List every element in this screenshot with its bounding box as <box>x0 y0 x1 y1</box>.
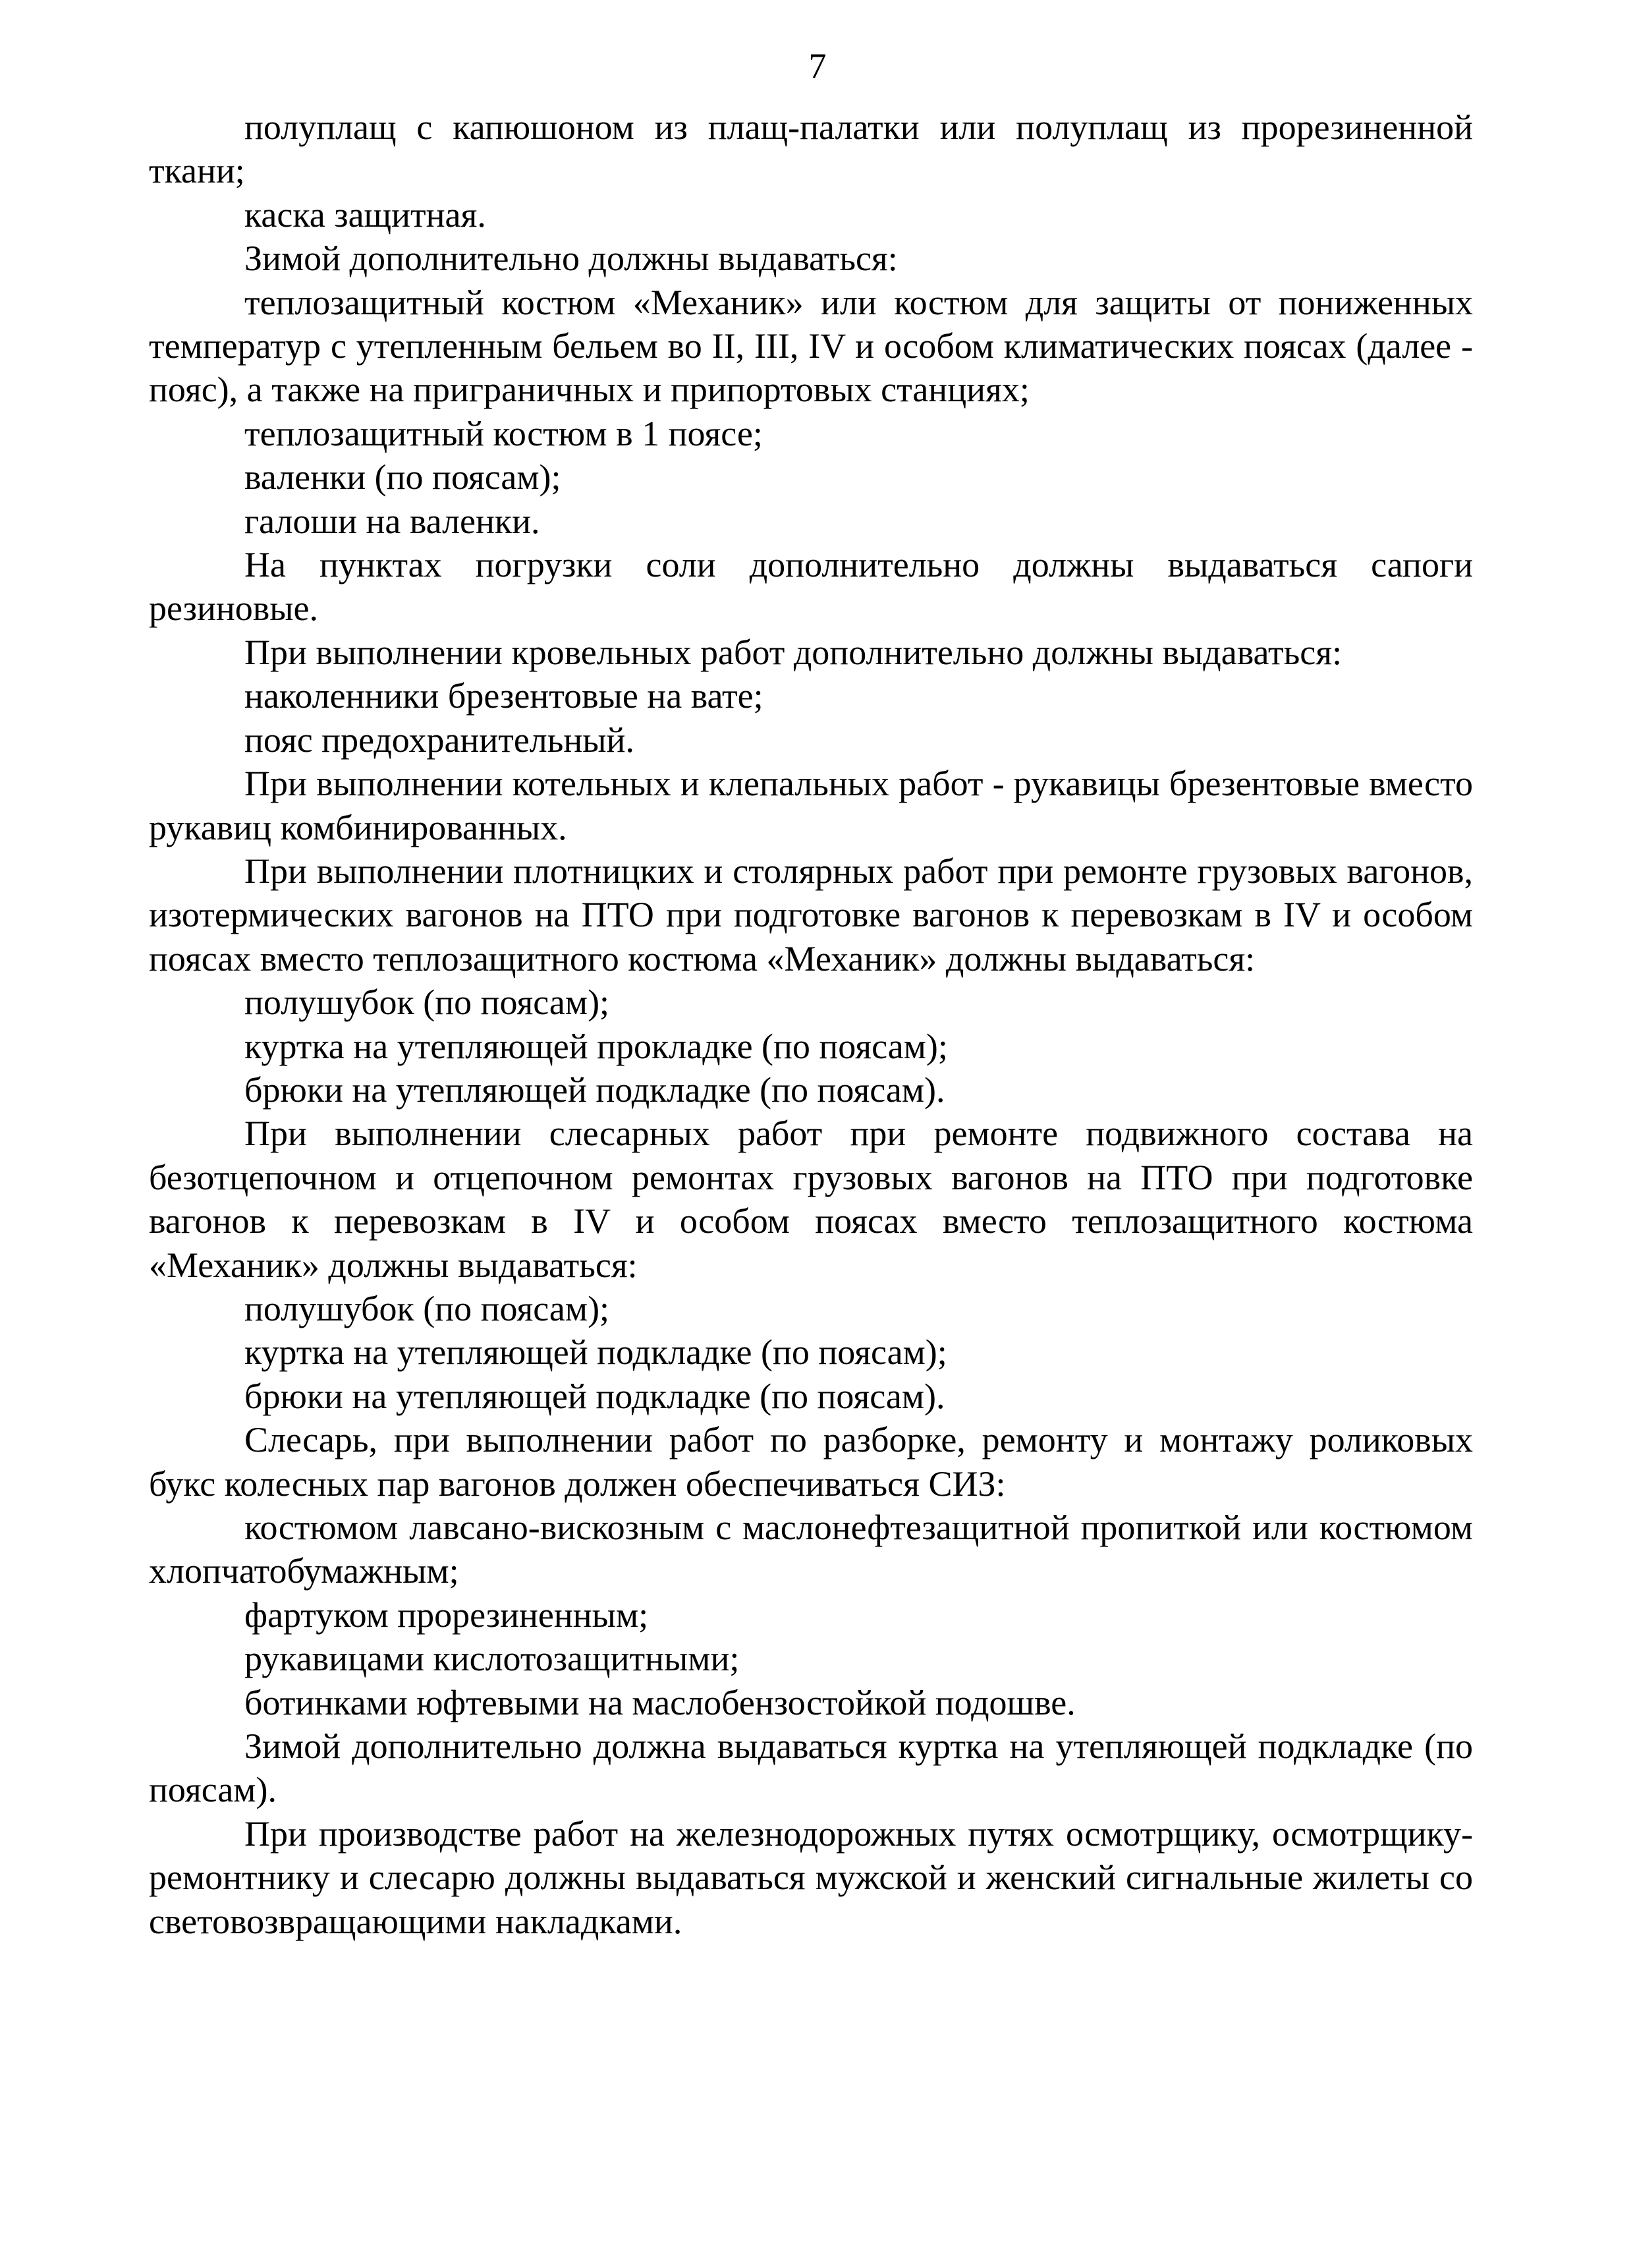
paragraph: наколенники брезентовые на вате; <box>244 676 763 716</box>
paragraph: полушубок (по поясам); <box>244 982 610 1023</box>
paragraph: валенки (по поясам); <box>244 457 561 497</box>
paragraph: полушубок (по поясам); <box>244 1288 610 1328</box>
paragraph: куртка на утепляющей подкладке (по поясам); <box>244 1332 947 1373</box>
paragraph: При выполнении слесарных работ при ремонте подвижного состава на безотцепочном и отцепочном ремонтах грузовых вагонов на ПТО при подготовке вагонов к перевозкам в IV и особом поясах вместо теплозащитного костюма «Механик» должны выдаваться: <box>149 1114 1473 1285</box>
paragraph: теплозащитный костюм в 1 поясе; <box>244 413 763 453</box>
paragraph: куртка на утепляющей прокладке (по поясам); <box>244 1026 948 1066</box>
paragraph: теплозащитный костюм «Механик» или костюм для защиты от пониженных температур с утепленным бельем во II, III, IV и особом климатических поясах (далее - пояс), а также на приграничных и припортовых станциях; <box>149 282 1473 410</box>
paragraph: брюки на утепляющей подкладке (по поясам). <box>244 1069 945 1110</box>
paragraph: При выполнении плотницких и столярных работ при ремонте грузовых вагонов, изотермических вагонов на ПТО при подготовке вагонов к перевозкам в IV и особом поясах вместо теплозащитного костюма «Механик» должны выдаваться: <box>149 851 1473 978</box>
paragraph: брюки на утепляющей подкладке (по поясам). <box>244 1376 945 1416</box>
paragraph: галоши на валенки. <box>244 501 540 541</box>
paragraph: рукавицами кислотозащитными; <box>244 1639 740 1679</box>
page-number: 7 <box>808 46 827 86</box>
paragraph: костюмом лавсано-вискозным с маслонефтезащитной пропиткой или костюмом хлопчатобумажным; <box>149 1508 1473 1591</box>
paragraph: При выполнении котельных и клепальных работ - рукавицы брезентовые вместо рукавиц комбинированных. <box>149 764 1473 847</box>
paragraph: пояс предохранительный. <box>244 720 634 760</box>
paragraph: При выполнении кровельных работ дополнительно должны выдаваться: <box>244 632 1343 672</box>
paragraph: Зимой дополнительно должна выдаваться куртка на утепляющей подкладке (по поясам). <box>149 1726 1473 1810</box>
paragraph: ботинками юфтевыми на маслобензостойкой подошве. <box>244 1682 1076 1722</box>
paragraph: полуплащ с капюшоном из плащ-палатки или полуплащ из прорезиненной ткани; <box>149 107 1473 191</box>
paragraph: каска защитная. <box>244 194 486 235</box>
document-body <box>149 105 1473 1943</box>
paragraph: На пунктах погрузки соли дополнительно должны выдаваться сапоги резиновые. <box>149 545 1473 629</box>
paragraph: фартуком прорезиненным; <box>244 1595 649 1635</box>
paragraph: Зимой дополнительно должны выдаваться: <box>244 239 898 279</box>
paragraph: Слесарь, при выполнении работ по разборке, ремонту и монтажу роликовых букс колесных пар вагонов должен обеспечиваться СИЗ: <box>149 1420 1473 1504</box>
paragraph: При производстве работ на железнодорожных путях осмотрщику, осмотрщику-ремонтнику и слесарю должны выдаваться мужской и женский сигнальные жилеты со световозвращающими накладками. <box>149 1813 1473 1941</box>
